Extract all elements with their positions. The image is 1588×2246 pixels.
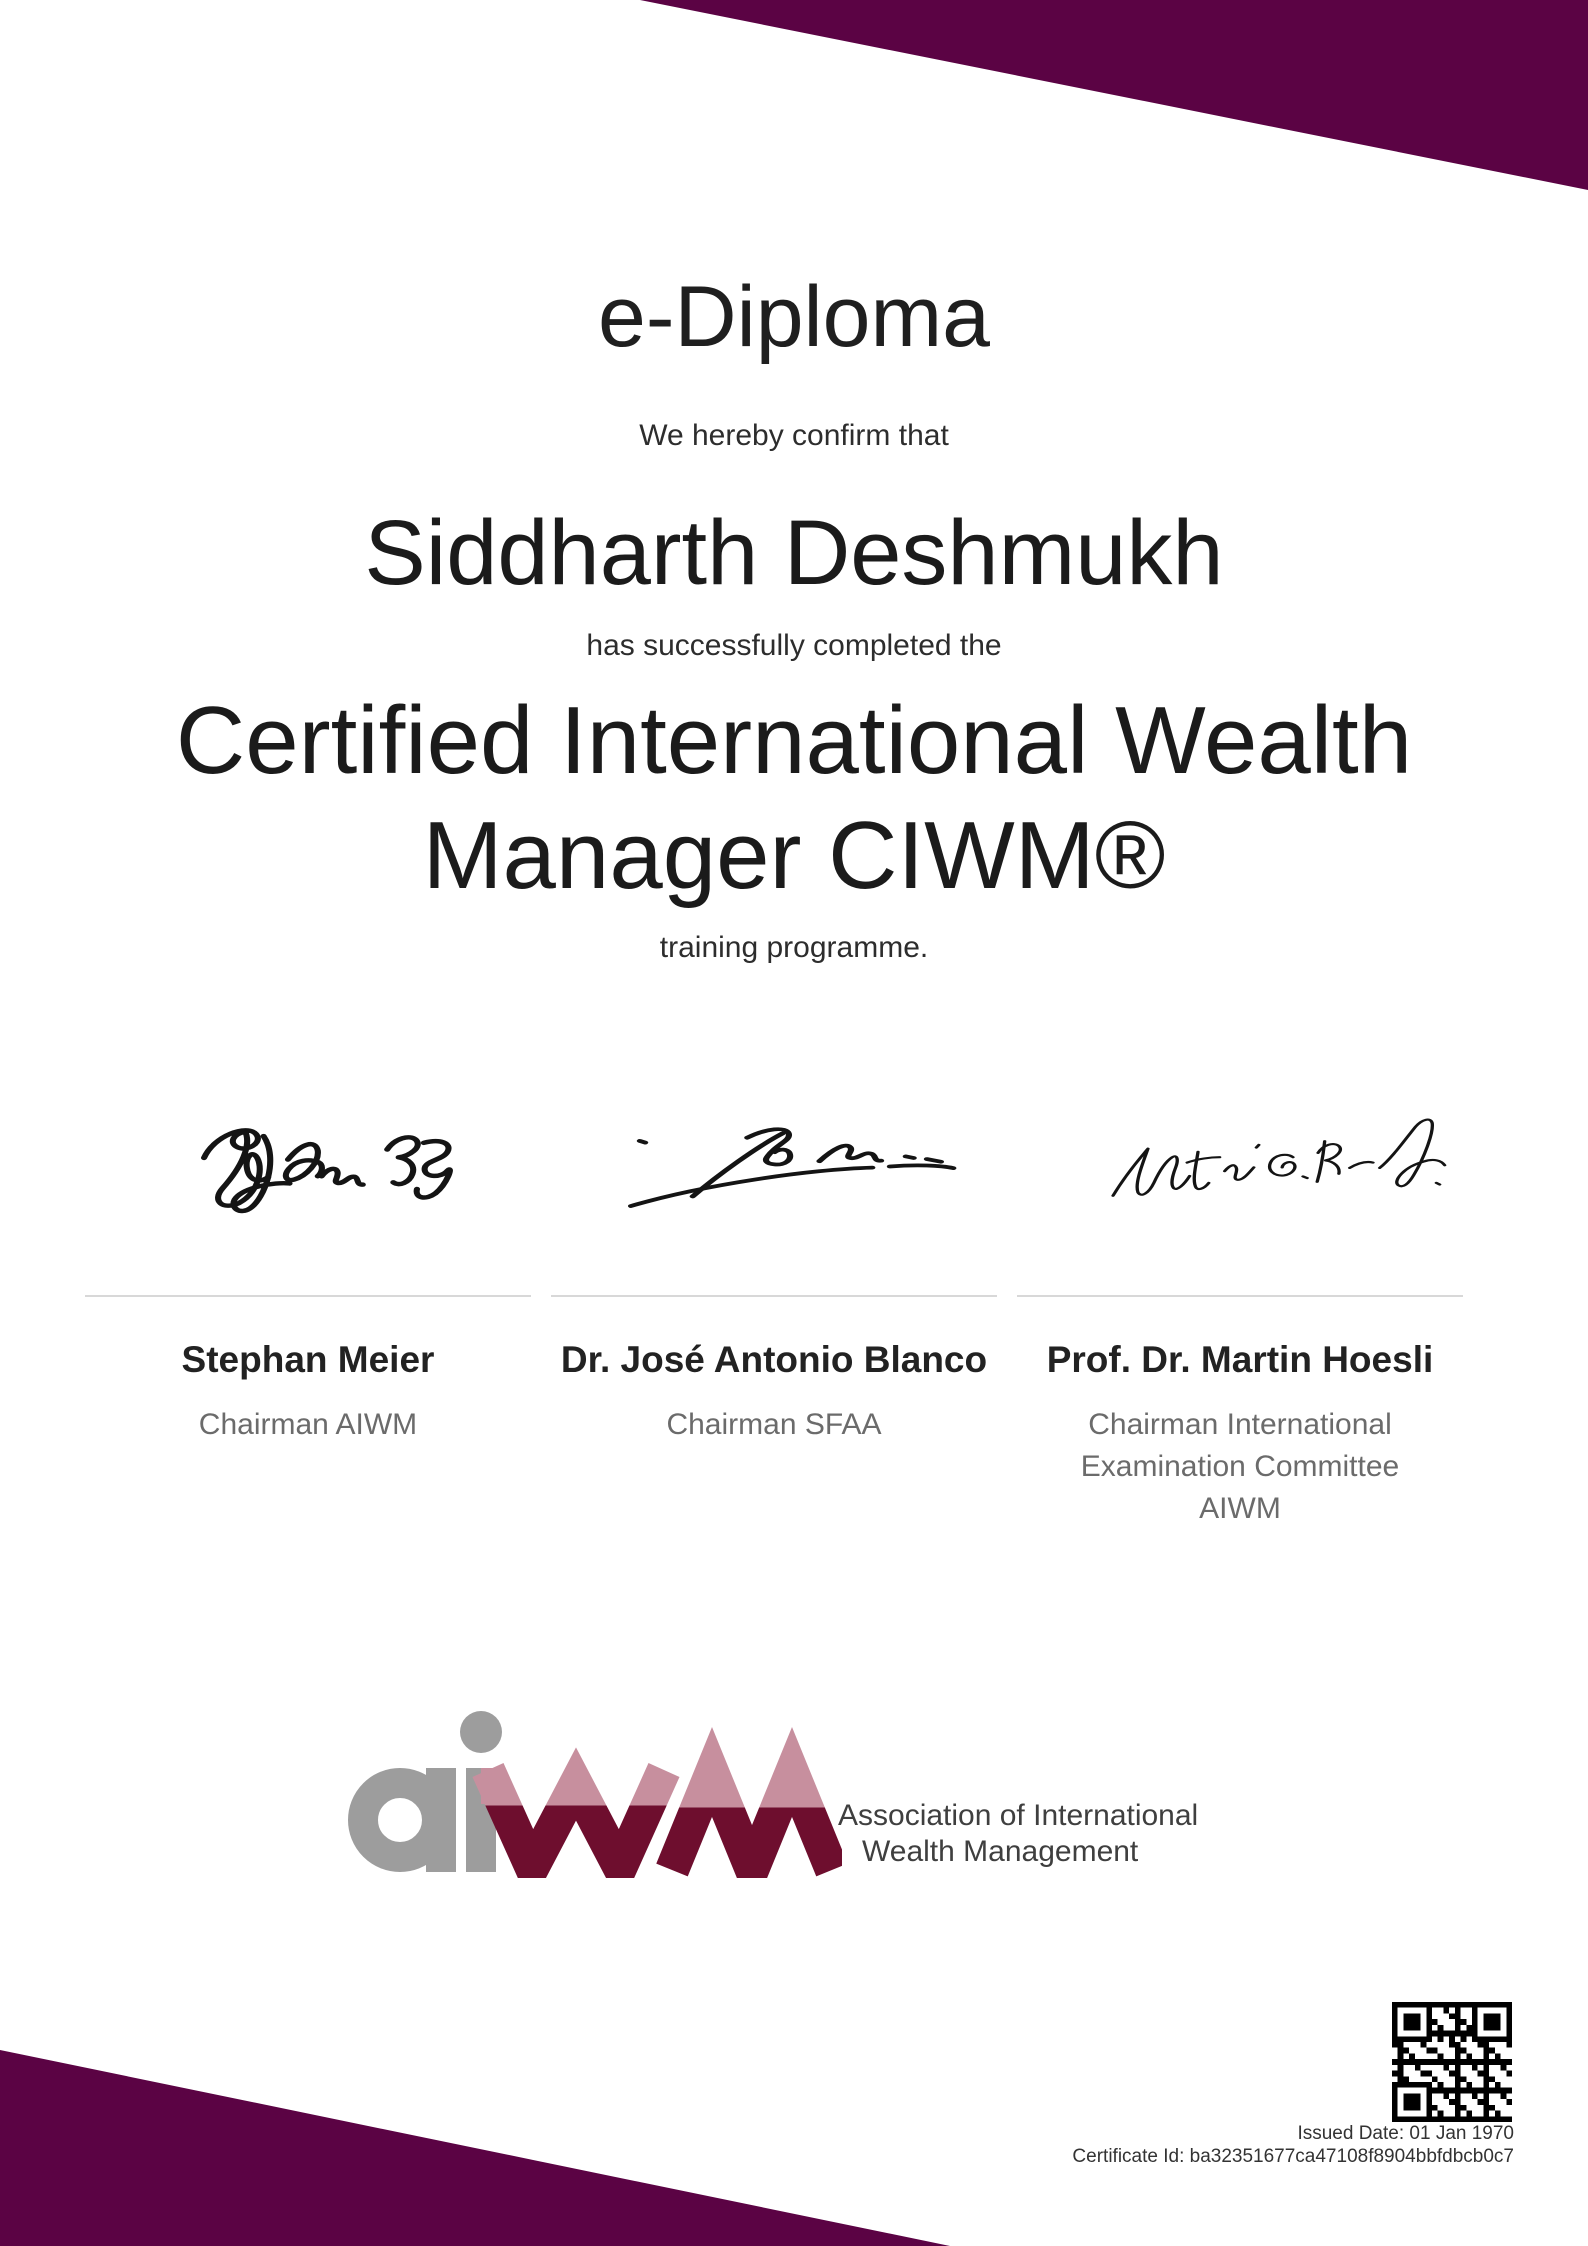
recipient-name: Siddharth Deshmukh [364,502,1224,604]
signature-stephan-meier [172,1105,462,1233]
confirmation-line: We hereby confirm that [639,419,949,452]
completion-line: has successfully completed the [586,629,1002,662]
signatory-title: Chairman AIWM [198,1407,418,1441]
aiwm-org-line1: Association of International [838,1799,1199,1832]
top-right-triangle-decoration [640,0,1588,190]
bottom-left-triangle-decoration [0,2050,950,2246]
signatory-column [85,1330,531,1530]
programme-line: training programme. [659,931,929,964]
signatory-title: Chairman International Examination Committee AIWM [1080,1407,1400,1525]
divider-line [551,1295,997,1297]
signatory-name: Prof. Dr. Martin Hoesli [1046,1339,1434,1380]
aiwm-wordmark-icon [342,1706,842,1878]
certificate-id: Certificate Id: ba32351677ca47108f8904bbfdbcb0c7 [1072,2146,1514,2167]
aiwm-logo [342,1706,1282,1878]
course-title: Certified International Wealth Manager CIWM® [175,687,1413,910]
signatory-name: Dr. José Antonio Blanco [560,1339,988,1380]
divider-line [1017,1295,1463,1297]
signatories-row [85,1330,1463,1530]
aiwm-org-line2: Wealth Management [862,1835,1139,1868]
signature-jose-antonio-blanco [580,1110,985,1222]
page-title: e-Diploma [598,269,990,365]
qr-code-icon [1392,2002,1512,2122]
signatory-title: Chairman SFAA [666,1407,882,1441]
signatory-column [551,1330,997,1530]
issued-date: Issued Date: 01 Jan 1970 [1297,2123,1514,2144]
signatory-column [1017,1330,1463,1530]
signature-martin-hoesli [1098,1108,1448,1215]
signatory-name: Stephan Meier [181,1339,435,1380]
divider-line [85,1295,531,1297]
signature-divider-row [85,1295,1463,1297]
aiwm-org-name [838,1798,1198,1870]
certificate-footer [1072,2122,1514,2168]
